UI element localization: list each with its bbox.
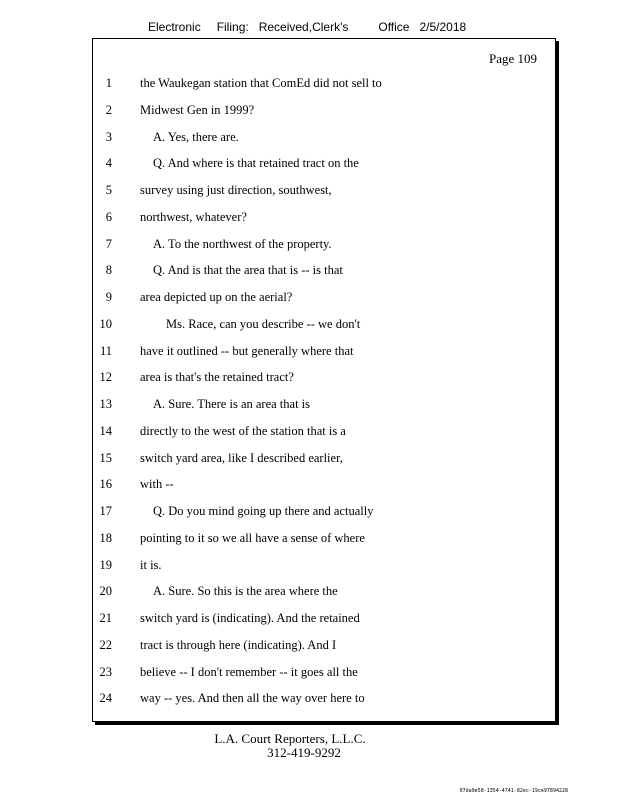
- transcript-line: [93, 179, 555, 206]
- transcript-line: [93, 206, 555, 233]
- line-text: directly to the west of the station that is a: [140, 423, 346, 438]
- line-text: Q. And where is that retained tract on the: [153, 156, 359, 171]
- line-text: have it outlined -- but generally where that: [140, 343, 354, 358]
- line-number: 9: [105, 290, 112, 304]
- line-text: Q. Do you mind going up there and actually: [153, 504, 374, 518]
- line-number: 21: [99, 611, 112, 625]
- reporter-phone: 312-419-9292: [267, 745, 341, 760]
- filing-word-received: Received,Clerk's: [258, 20, 349, 34]
- transcript-line: [93, 313, 555, 340]
- line-number: 13: [99, 397, 112, 411]
- line-number: 7: [105, 236, 112, 251]
- transcript-page: [92, 38, 556, 722]
- filing-word-office: Office: [378, 20, 410, 34]
- line-text: Midwest Gen in 1999?: [140, 102, 255, 117]
- line-number: 11: [99, 343, 112, 358]
- line-number: 19: [99, 557, 112, 572]
- page-number: Page 109: [488, 51, 537, 66]
- transcript-line: [93, 661, 555, 688]
- transcript-line: [93, 393, 555, 420]
- transcript-line: [93, 340, 555, 367]
- transcript-line: [93, 366, 555, 393]
- line-number: 18: [99, 530, 112, 545]
- line-text: A. To the northwest of the property.: [153, 236, 332, 251]
- line-text: A. Sure. So this is the area where the: [153, 584, 338, 599]
- line-number: 16: [99, 477, 112, 492]
- transcript-line: [93, 286, 555, 313]
- line-number: 5: [105, 183, 112, 197]
- line-number: 22: [99, 637, 112, 652]
- filing-word-electronic: Electronic: [148, 20, 201, 34]
- transcript-line: [93, 473, 555, 500]
- transcript-line: [93, 687, 555, 714]
- line-text: with --: [140, 477, 174, 492]
- transcript-line: [93, 420, 555, 447]
- transcript-line: [93, 580, 555, 607]
- reporter-company: L.A. Court Reporters, L.L.C.: [214, 731, 366, 746]
- line-number: 17: [99, 504, 112, 518]
- line-number: 15: [99, 450, 112, 465]
- transcript-line: [93, 527, 555, 554]
- transcript-line: [93, 72, 555, 99]
- line-number: 3: [105, 129, 112, 144]
- line-number: 14: [99, 423, 112, 438]
- line-text: northwest, whatever?: [140, 209, 247, 224]
- line-number: 24: [99, 691, 112, 706]
- transcript-line: [93, 447, 555, 474]
- line-number: 20: [99, 584, 112, 599]
- line-number: 10: [99, 316, 112, 331]
- line-text: the Waukegan station that ComEd did not sell to: [140, 76, 382, 90]
- line-number: 6: [105, 209, 112, 224]
- line-number: 12: [99, 370, 112, 385]
- line-text: switch yard is (indicating). And the retained: [140, 611, 360, 625]
- line-number: 4: [105, 156, 112, 171]
- filing-word-filing: Filing:: [216, 20, 249, 34]
- line-text: Ms. Race, can you describe -- we don't: [166, 316, 361, 331]
- transcript-line: [93, 634, 555, 661]
- filing-date: 2/5/2018: [419, 20, 467, 34]
- filing-stamp-header: [148, 20, 466, 34]
- transcript-line: [93, 126, 555, 153]
- transcript-line: [93, 554, 555, 581]
- transcript-line: [93, 500, 555, 527]
- line-text: it is.: [140, 557, 162, 572]
- transcript-lines: [93, 72, 555, 714]
- line-text: A. Yes, there are.: [153, 129, 239, 144]
- transcript-line: [93, 259, 555, 286]
- line-number: 8: [105, 263, 112, 278]
- line-text: area depicted up on the aerial?: [140, 290, 293, 304]
- line-text: area is that's the retained tract?: [140, 370, 294, 385]
- line-text: Q. And is that the area that is -- is that: [153, 263, 343, 278]
- line-text: pointing to it so we all have a sense of where: [140, 530, 365, 545]
- line-text: switch yard area, like I described earlier,: [140, 450, 343, 465]
- transcript-line: [93, 152, 555, 179]
- transcript-line: [93, 233, 555, 260]
- line-number: 1: [105, 76, 112, 90]
- reporter-footer: [0, 732, 618, 760]
- transcript-line: [93, 99, 555, 126]
- line-number: 2: [105, 102, 112, 117]
- transcript-line: [93, 607, 555, 634]
- line-text: believe -- I don't remember -- it goes all the: [140, 664, 358, 679]
- line-text: A. Sure. There is an area that is: [153, 397, 311, 411]
- document-id: 07da9e58-1354-4741-82ec-19ce97894228: [459, 788, 568, 794]
- line-number: 23: [99, 664, 112, 679]
- line-text: survey using just direction, southwest,: [140, 183, 332, 197]
- line-text: way -- yes. And then all the way over here to: [140, 691, 365, 706]
- line-text: tract is through here (indicating). And I: [140, 637, 337, 652]
